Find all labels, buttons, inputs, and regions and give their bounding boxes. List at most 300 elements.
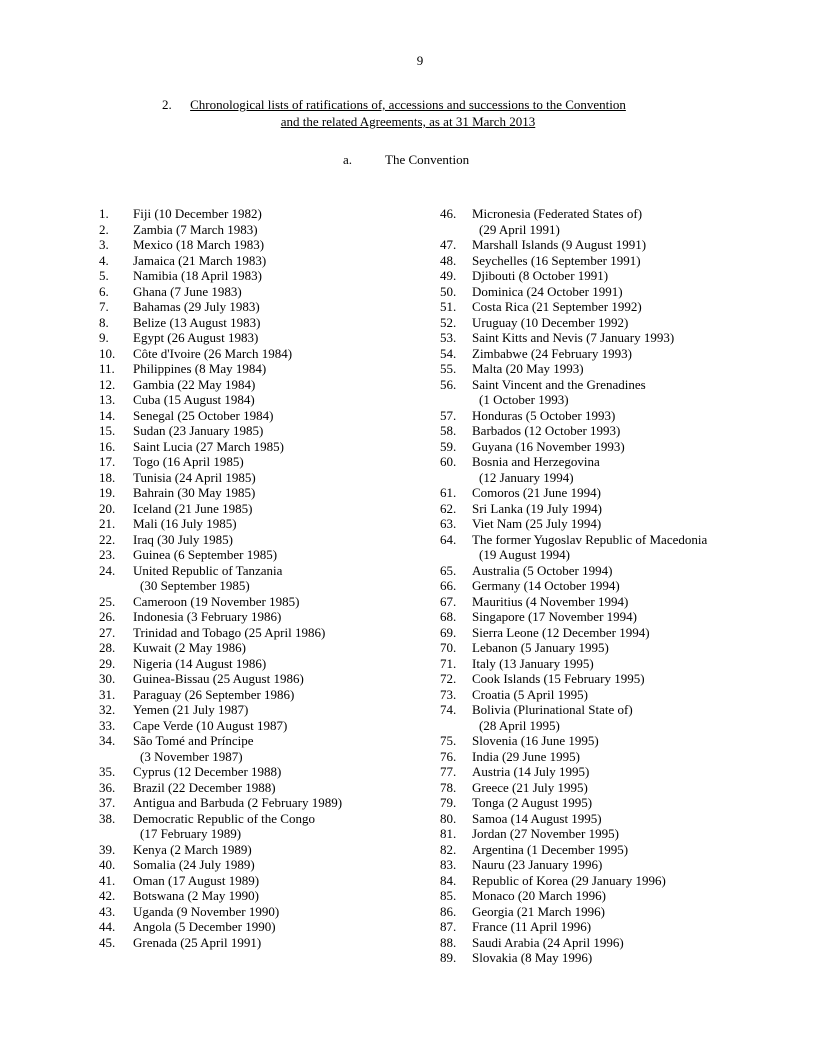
entry-first-line <box>99 563 439 579</box>
entry-first-line <box>99 842 439 858</box>
entry-number: 21. <box>99 516 116 531</box>
ratification-entry <box>440 764 816 780</box>
entry-text: Indonesia (3 February 1986) <box>133 609 282 624</box>
entry-text: Jamaica (21 March 1983) <box>133 252 267 268</box>
entry-number: 16. <box>99 438 116 454</box>
ratification-entry <box>440 640 816 656</box>
ratification-entry <box>440 377 816 408</box>
ratification-entry <box>440 671 816 687</box>
entry-text: Namibia (18 April 1983) <box>133 268 262 283</box>
entry-text: Sri Lanka (19 July 1994) <box>472 500 602 516</box>
ratification-entry <box>99 671 439 687</box>
entry-first-line <box>440 501 816 517</box>
ratification-entry <box>99 268 439 284</box>
entry-first-line <box>440 299 816 315</box>
ratification-list-left-column <box>99 206 439 950</box>
entry-first-line <box>99 764 439 780</box>
ratification-entry <box>440 904 816 920</box>
entry-number: 85. <box>440 888 457 903</box>
entry-text: Antigua and Barbuda (2 February 1989) <box>133 795 343 810</box>
entry-first-line <box>440 563 816 579</box>
ratification-entry <box>440 702 816 733</box>
entry-first-line <box>440 904 816 920</box>
entry-number: 51. <box>440 299 457 314</box>
entry-first-line <box>440 873 816 889</box>
entry-first-line <box>99 408 439 424</box>
ratification-entry <box>99 811 439 842</box>
entry-text: Saint Lucia (27 March 1985) <box>133 438 284 454</box>
entry-text: Singapore (17 November 1994) <box>472 609 637 624</box>
ratification-entry <box>99 625 439 641</box>
ratification-entry <box>440 795 816 811</box>
entry-number: 13. <box>99 392 116 407</box>
entry-number: 82. <box>440 841 457 857</box>
entry-first-line <box>440 950 816 966</box>
entry-number: 19. <box>99 485 116 500</box>
entry-number: 43. <box>99 903 116 919</box>
entry-text: Saint Kitts and Nevis (7 January 1993) <box>472 330 675 345</box>
entry-text: Nigeria (14 August 1986) <box>133 655 267 671</box>
entry-first-line <box>99 718 439 734</box>
entry-text: Cape Verde (10 August 1987) <box>133 717 288 733</box>
entry-number: 59. <box>440 438 457 454</box>
entry-number: 68. <box>440 609 457 624</box>
entry-text: Egypt (26 August 1983) <box>133 330 259 345</box>
entry-number: 60. <box>440 454 457 469</box>
ratification-entry <box>440 206 816 237</box>
entry-first-line <box>99 640 439 656</box>
ratification-entry <box>440 516 816 532</box>
entry-number: 38. <box>99 810 116 826</box>
entry-text: Jordan (27 November 1995) <box>472 826 619 841</box>
entry-number: 64. <box>440 531 457 547</box>
entry-text: Barbados (12 October 1993) <box>472 423 621 438</box>
entry-first-line <box>440 671 816 687</box>
entry-number: 87. <box>440 919 457 934</box>
entry-first-line <box>440 687 816 703</box>
ratification-entry <box>99 253 439 269</box>
ratification-entry <box>99 237 439 253</box>
entry-first-line <box>440 346 816 362</box>
entry-text: Croatia (5 April 1995) <box>472 686 588 702</box>
entry-text: Zimbabwe (24 February 1993) <box>472 345 632 361</box>
entry-number: 62. <box>440 500 457 516</box>
ratification-entry <box>440 578 816 594</box>
ratification-entry <box>440 237 816 253</box>
section-heading-line2: and the related Agreements, as at 31 March 2013 <box>280 114 536 129</box>
entry-first-line <box>99 330 439 346</box>
entry-number: 22. <box>99 531 116 547</box>
entry-text: Kuwait (2 May 1986) <box>133 640 247 655</box>
entry-first-line <box>440 516 816 532</box>
entry-number: 53. <box>440 330 457 345</box>
entry-number: 56. <box>440 376 457 392</box>
entry-text: Cook Islands (15 February 1995) <box>472 671 645 686</box>
entry-number: 29. <box>99 655 116 671</box>
entry-first-line <box>440 253 816 269</box>
entry-number: 65. <box>440 562 457 578</box>
entry-number: 26. <box>99 609 116 624</box>
entry-first-line <box>99 439 439 455</box>
entry-number: 14. <box>99 407 116 423</box>
entry-text: France (11 April 1996) <box>472 919 592 934</box>
entry-first-line <box>440 315 816 331</box>
section-heading <box>0 96 816 130</box>
entry-number: 80. <box>440 810 457 826</box>
entry-first-line <box>99 625 439 641</box>
entry-text: Zambia (7 March 1983) <box>133 221 258 237</box>
entry-number: 89. <box>440 950 457 965</box>
ratification-entry <box>440 454 816 485</box>
ratification-entry <box>99 935 439 951</box>
entry-text: Angola (5 December 1990) <box>133 919 276 934</box>
entry-text: Bolivia (Plurinational State of) <box>472 702 633 717</box>
entry-number: 30. <box>99 671 116 686</box>
entry-continuation-line: (12 January 1994) <box>479 469 574 485</box>
entry-number: 11. <box>99 361 115 376</box>
entry-number: 3. <box>99 237 109 252</box>
entry-text: Germany (14 October 1994) <box>472 578 620 593</box>
entry-number: 23. <box>99 547 116 562</box>
entry-first-line <box>99 733 439 749</box>
ratification-entry <box>99 795 439 811</box>
ratification-entry <box>99 702 439 718</box>
entry-first-line <box>440 811 816 827</box>
entry-first-line <box>440 780 816 796</box>
ratification-entry <box>440 439 816 455</box>
entry-text: Seychelles (16 September 1991) <box>472 252 641 268</box>
entry-number: 61. <box>440 485 457 500</box>
entry-first-line <box>440 857 816 873</box>
entry-text: Bahamas (29 July 1983) <box>133 299 260 314</box>
entry-number: 17. <box>99 454 116 469</box>
entry-text: Somalia (24 July 1989) <box>133 857 255 872</box>
entry-text: Oman (17 August 1989) <box>133 872 260 888</box>
entry-number: 63. <box>440 516 457 531</box>
ratification-entry <box>99 842 439 858</box>
entry-text: United Republic of Tanzania <box>133 562 283 578</box>
entry-first-line <box>440 888 816 904</box>
ratification-entry <box>99 904 439 920</box>
ratification-entry <box>440 749 816 765</box>
entry-text: Costa Rica (21 September 1992) <box>472 299 642 314</box>
entry-text: Togo (16 April 1985) <box>133 454 244 469</box>
ratification-entry <box>440 873 816 889</box>
entry-number: 66. <box>440 578 457 593</box>
entry-text: Slovenia (16 June 1995) <box>472 733 599 748</box>
entry-continuation-line: (1 October 1993) <box>479 392 569 407</box>
ratification-entry <box>440 609 816 625</box>
entry-first-line <box>99 795 439 811</box>
ratification-entry <box>440 687 816 703</box>
entry-number: 78. <box>440 779 457 795</box>
ratification-entry <box>99 547 439 563</box>
entry-first-line <box>99 423 439 439</box>
entry-text: Yemen (21 July 1987) <box>133 702 249 717</box>
ratification-entry <box>99 392 439 408</box>
entry-first-line <box>99 361 439 377</box>
entry-text: Iceland (21 June 1985) <box>133 500 253 516</box>
subsection-letter: a. <box>343 152 353 167</box>
entry-text: Paraguay (26 September 1986) <box>133 686 295 702</box>
entry-text: Senegal (25 October 1984) <box>133 407 274 423</box>
entry-text: Samoa (14 August 1995) <box>472 810 602 826</box>
entry-text: Saint Vincent and the Grenadines <box>472 376 646 392</box>
ratification-entry <box>99 284 439 300</box>
entry-number: 24. <box>99 562 116 578</box>
ratification-entry <box>440 485 816 501</box>
entry-number: 45. <box>99 934 116 950</box>
ratification-entry <box>440 594 816 610</box>
entry-first-line <box>440 578 816 594</box>
entry-first-line <box>99 268 439 284</box>
entry-text: Sudan (23 January 1985) <box>133 423 264 438</box>
ratification-entry <box>99 423 439 439</box>
entry-text: Côte d'Ivoire (26 March 1984) <box>133 345 293 361</box>
entry-first-line <box>99 315 439 331</box>
ratification-list-right-column <box>440 206 816 966</box>
entry-number: 50. <box>440 283 457 299</box>
entry-text: Monaco (20 March 1996) <box>472 888 606 903</box>
entry-number: 48. <box>440 252 457 268</box>
entry-first-line <box>99 609 439 625</box>
entry-number: 77. <box>440 764 457 779</box>
entry-text: Malta (20 May 1993) <box>472 361 584 376</box>
entry-number: 6. <box>99 283 109 299</box>
entry-number: 2. <box>99 221 109 237</box>
entry-number: 81. <box>440 826 457 841</box>
entry-number: 84. <box>440 872 457 888</box>
entry-text: São Tomé and Príncipe <box>133 733 254 748</box>
entry-number: 69. <box>440 624 457 640</box>
entry-first-line <box>99 392 439 408</box>
entry-continuation-line: (3 November 1987) <box>140 748 243 764</box>
entry-continuation-line: (28 April 1995) <box>479 717 560 733</box>
entry-number: 15. <box>99 423 116 438</box>
entry-number: 28. <box>99 640 116 655</box>
entry-number: 67. <box>440 593 457 609</box>
entry-first-line <box>440 454 816 470</box>
entry-first-line <box>440 935 816 951</box>
ratification-entry <box>440 346 816 362</box>
entry-first-line <box>99 206 439 222</box>
entry-text: Philippines (8 May 1984) <box>133 361 267 376</box>
entry-number: 76. <box>440 748 457 764</box>
entry-first-line <box>440 532 816 548</box>
ratification-entry <box>99 470 439 486</box>
ratification-entry <box>99 718 439 734</box>
entry-text: Bosnia and Herzegovina <box>472 454 600 469</box>
entry-text: Argentina (1 December 1995) <box>472 841 629 857</box>
ratification-entry <box>99 532 439 548</box>
ratification-entry <box>99 687 439 703</box>
entry-first-line <box>99 284 439 300</box>
entry-text: Kenya (2 March 1989) <box>133 841 252 857</box>
entry-number: 74. <box>440 702 457 717</box>
entry-number: 52. <box>440 314 457 330</box>
entry-number: 25. <box>99 593 116 609</box>
ratification-entry <box>440 253 816 269</box>
entry-number: 8. <box>99 314 109 330</box>
entry-number: 12. <box>99 376 116 392</box>
entry-text: Comoros (21 June 1994) <box>472 485 601 500</box>
entry-first-line <box>440 361 816 377</box>
entry-text: Sierra Leone (12 December 1994) <box>472 624 650 640</box>
entry-text: Georgia (21 March 1996) <box>472 903 605 919</box>
entry-first-line <box>440 284 816 300</box>
ratification-entry <box>440 826 816 842</box>
ratification-entry <box>99 408 439 424</box>
section-heading-number: 2. <box>162 97 172 112</box>
entry-text: Belize (13 August 1983) <box>133 314 261 330</box>
subsection-title: The Convention <box>385 152 470 167</box>
entry-text: Cuba (15 August 1984) <box>133 392 255 407</box>
entry-text: Mexico (18 March 1983) <box>133 237 265 252</box>
entry-number: 1. <box>99 206 109 221</box>
entry-first-line <box>440 919 816 935</box>
entry-text: Botswana (2 May 1990) <box>133 888 260 903</box>
ratification-entry <box>99 299 439 315</box>
entry-number: 70. <box>440 640 457 655</box>
entry-text: Cameroon (19 November 1985) <box>133 593 300 609</box>
ratification-entry <box>440 315 816 331</box>
ratification-entry <box>99 516 439 532</box>
entry-text: Mauritius (4 November 1994) <box>472 593 629 609</box>
entry-text: Grenada (25 April 1991) <box>133 934 262 950</box>
entry-first-line <box>99 702 439 718</box>
entry-first-line <box>99 594 439 610</box>
entry-number: 9. <box>99 330 109 345</box>
entry-text: Italy (13 January 1995) <box>472 655 594 671</box>
entry-first-line <box>99 501 439 517</box>
ratification-entry <box>99 857 439 873</box>
entry-first-line <box>99 935 439 951</box>
entry-text: Trinidad and Tobago (25 April 1986) <box>133 624 326 640</box>
entry-first-line <box>440 733 816 749</box>
ratification-entry <box>440 919 816 935</box>
entry-text: Uganda (9 November 1990) <box>133 903 280 919</box>
entry-number: 88. <box>440 934 457 950</box>
entry-number: 27. <box>99 624 116 640</box>
ratification-entry <box>99 501 439 517</box>
ratification-entry <box>440 656 816 672</box>
entry-first-line <box>99 687 439 703</box>
entry-first-line <box>99 671 439 687</box>
entry-text: Gambia (22 May 1984) <box>133 376 256 392</box>
entry-first-line <box>440 423 816 439</box>
ratification-entry <box>99 439 439 455</box>
entry-first-line <box>440 702 816 718</box>
entry-number: 18. <box>99 469 116 485</box>
ratification-entry <box>440 408 816 424</box>
ratification-entry <box>99 888 439 904</box>
entry-number: 83. <box>440 857 457 872</box>
entry-first-line <box>440 206 816 222</box>
entry-first-line <box>99 237 439 253</box>
entry-first-line <box>99 299 439 315</box>
entry-first-line <box>440 764 816 780</box>
entry-text: Fiji (10 December 1982) <box>133 206 262 221</box>
entry-text: Iraq (30 July 1985) <box>133 531 234 547</box>
entry-number: 75. <box>440 733 457 748</box>
ratification-entry <box>99 315 439 331</box>
ratification-entry <box>440 268 816 284</box>
ratification-entry <box>440 780 816 796</box>
entry-first-line <box>440 594 816 610</box>
ratification-entry <box>440 563 816 579</box>
entry-number: 37. <box>99 795 116 810</box>
subsection-heading <box>343 152 469 168</box>
entry-number: 58. <box>440 423 457 438</box>
ratification-entry <box>440 361 816 377</box>
entry-first-line <box>99 253 439 269</box>
entry-text: Uruguay (10 December 1992) <box>472 314 629 330</box>
entry-first-line <box>440 439 816 455</box>
ratification-entry <box>99 206 439 222</box>
entry-number: 31. <box>99 686 116 702</box>
entry-text: Greece (21 July 1995) <box>472 779 588 795</box>
entry-number: 42. <box>99 888 116 903</box>
entry-first-line <box>99 919 439 935</box>
entry-text: The former Yugoslav Republic of Macedonia <box>472 531 708 547</box>
ratification-entry <box>99 594 439 610</box>
ratification-entry <box>99 780 439 796</box>
entry-number: 4. <box>99 252 109 268</box>
entry-first-line <box>440 408 816 424</box>
entry-first-line <box>99 547 439 563</box>
ratification-entry <box>440 284 816 300</box>
ratification-entry <box>440 811 816 827</box>
entry-text: Brazil (22 December 1988) <box>133 779 276 795</box>
entry-text: Guyana (16 November 1993) <box>472 438 625 454</box>
entry-number: 39. <box>99 841 116 857</box>
entry-first-line <box>99 485 439 501</box>
ratification-entry <box>99 764 439 780</box>
ratification-entry <box>440 733 816 749</box>
entry-first-line <box>440 330 816 346</box>
entry-first-line <box>99 888 439 904</box>
entry-first-line <box>99 873 439 889</box>
entry-text: Australia (5 October 1994) <box>472 562 613 578</box>
entry-number: 44. <box>99 919 116 934</box>
entry-text: Austria (14 July 1995) <box>472 764 590 779</box>
entry-text: Marshall Islands (9 August 1991) <box>472 237 647 252</box>
ratification-entry <box>99 656 439 672</box>
entry-first-line <box>440 485 816 501</box>
entry-number: 47. <box>440 237 457 252</box>
entry-text: Guinea (6 September 1985) <box>133 547 278 562</box>
entry-first-line <box>440 749 816 765</box>
entry-text: Cyprus (12 December 1988) <box>133 764 282 779</box>
entry-first-line <box>440 268 816 284</box>
entry-number: 32. <box>99 702 116 717</box>
entry-continuation-line: (30 September 1985) <box>140 578 250 593</box>
entry-number: 86. <box>440 903 457 919</box>
entry-number: 71. <box>440 655 457 671</box>
entry-first-line <box>99 470 439 486</box>
ratification-entry <box>440 501 816 517</box>
entry-first-line <box>99 516 439 532</box>
section-heading-line1: Chronological lists of ratifications of, accessions and successions to the Convention <box>190 97 626 112</box>
entry-number: 46. <box>440 206 457 221</box>
entry-number: 10. <box>99 345 116 361</box>
ratification-entry <box>99 609 439 625</box>
entry-continuation-line: (29 April 1991) <box>479 221 560 237</box>
entry-first-line <box>440 625 816 641</box>
ratification-entry <box>99 346 439 362</box>
entry-first-line <box>440 826 816 842</box>
entry-continuation-line: (17 February 1989) <box>140 826 242 841</box>
